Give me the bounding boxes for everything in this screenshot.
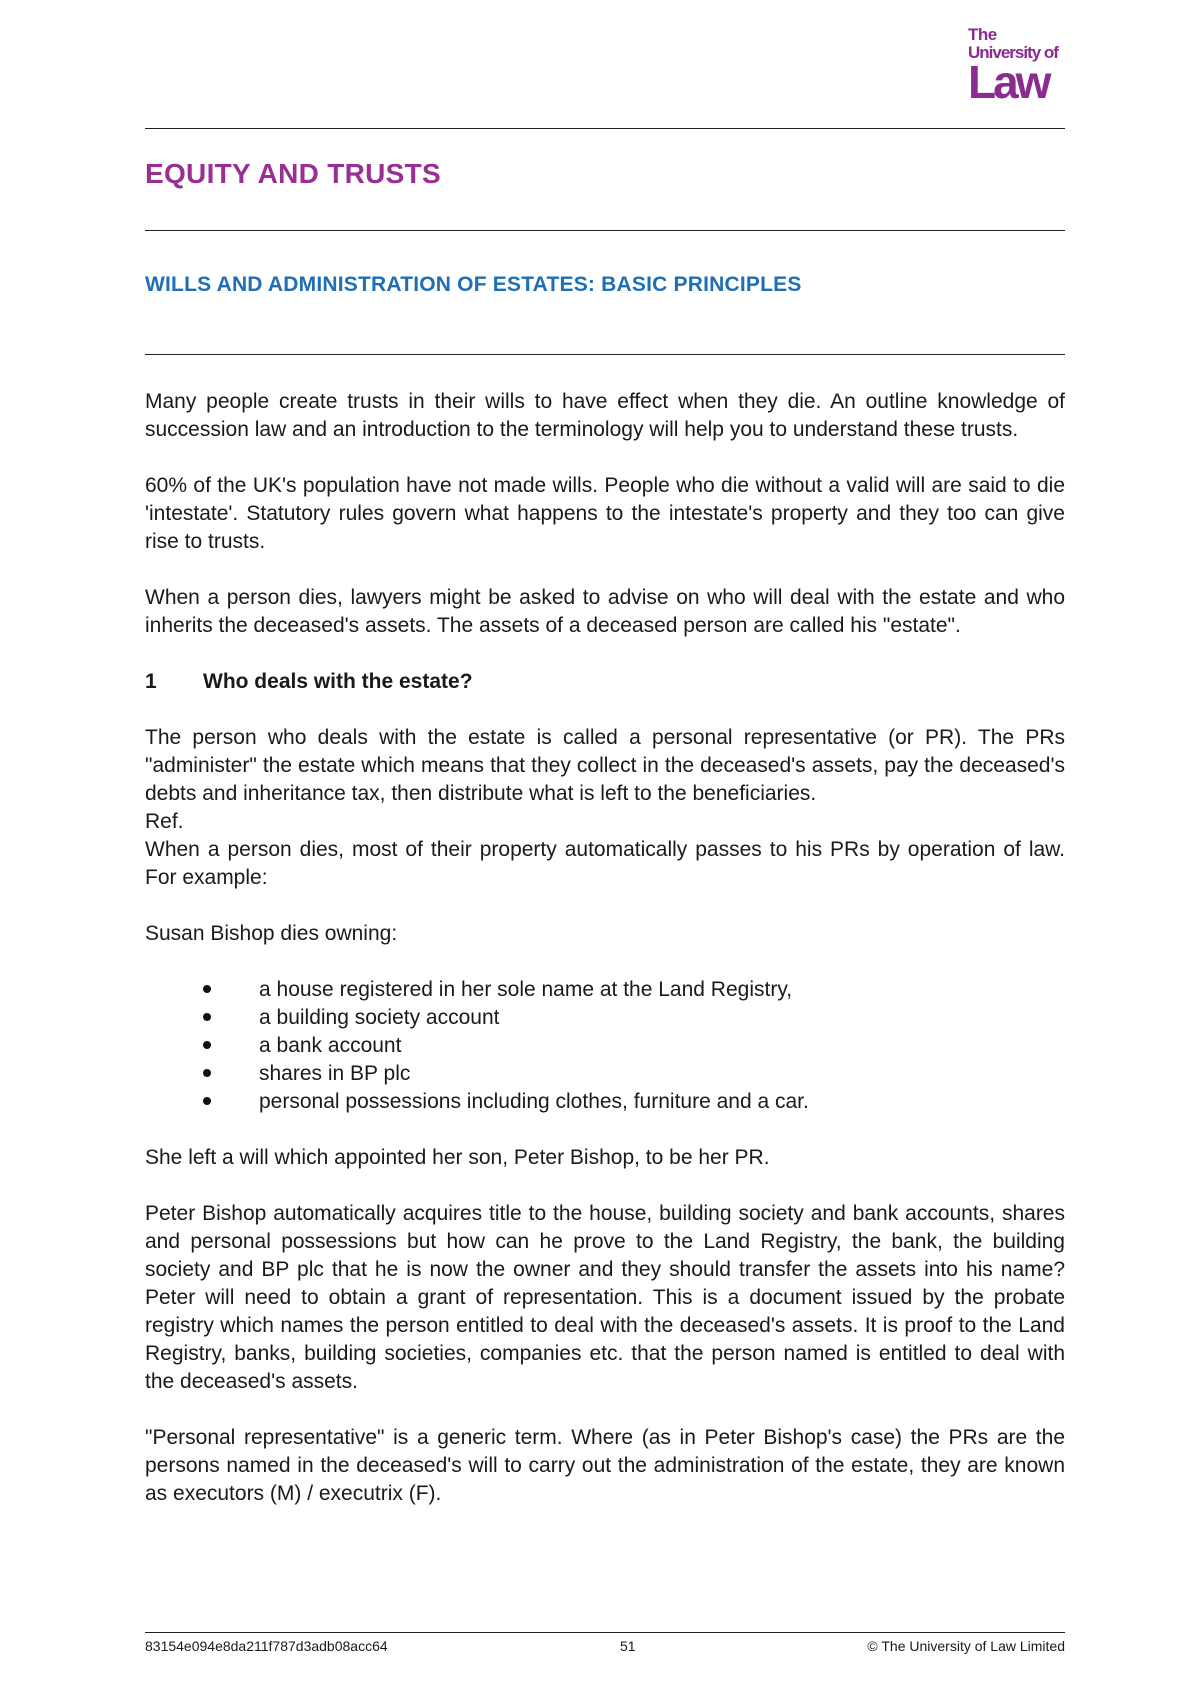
logo-line-2: University of bbox=[968, 43, 1058, 62]
paragraph-intestate: 60% of the UK's population have not made wills. People who die without a valid will are said to die 'intestate'. Statutory rules govern what happens to the intestate's property and they too can give rise to trusts. bbox=[145, 474, 1065, 553]
list-item-text: a house registered in her sole name at the Land Registry, bbox=[259, 978, 793, 1001]
bullet-icon bbox=[203, 1097, 211, 1105]
list-item bbox=[145, 976, 1065, 1004]
footer-rule bbox=[145, 1632, 1065, 1633]
header-rule-top bbox=[145, 128, 1065, 129]
university-of-law-logo bbox=[968, 25, 1068, 108]
section-number: 1 bbox=[145, 670, 157, 693]
list-item bbox=[145, 1004, 1065, 1032]
section-heading bbox=[145, 668, 1065, 696]
document-page bbox=[145, 0, 1065, 1696]
copyright-notice: © The University of Law Limited bbox=[867, 1638, 1065, 1654]
header-rule-middle bbox=[145, 230, 1065, 231]
page-title: EQUITY AND TRUSTS bbox=[145, 158, 442, 189]
asset-list bbox=[145, 976, 1065, 1116]
bullet-icon bbox=[203, 1069, 211, 1077]
paragraph-intro: Many people create trusts in their wills to have effect when they die. An outline knowledge of succession law and an introduction to the terminology will help you to understand these trusts. bbox=[145, 390, 1065, 441]
list-item-text: a bank account bbox=[259, 1034, 402, 1057]
list-item-text: personal possessions including clothes, furniture and a car. bbox=[259, 1090, 809, 1113]
paragraph-will: She left a will which appointed her son, Peter Bishop, to be her PR. bbox=[145, 1146, 770, 1169]
paragraph-executors: "Personal representative" is a generic term. Where (as in Peter Bishop's case) the PRs are the persons named in the deceased's will to carry out the administration of the estate, they are known as executors (M) / executrix (F). bbox=[145, 1426, 1065, 1505]
paragraph-example-intro: Susan Bishop dies owning: bbox=[145, 922, 398, 945]
document-id: 83154e094e8da211f787d3adb08acc64 bbox=[145, 1638, 388, 1654]
paragraph-grant-of-representation: Peter Bishop automatically acquires title to the house, building society and bank accounts, shares and personal possessions but how can he prove to the Land Registry, the bank, the building society and BP plc that he is now the owner and they should transfer the assets into his name? Peter will need to obtain a grant of representation. This is a document issued by the probate registry which names the person entitled to deal with the deceased's assets. It is proof to the Land Registry, banks, building societies, companies etc. that the person named is entitled to deal with the deceased's assets. bbox=[145, 1202, 1065, 1393]
bullet-icon bbox=[203, 985, 211, 993]
paragraph-operation-of-law: When a person dies, most of their property automatically passes to his PRs by operation of law. For example: bbox=[145, 838, 1065, 889]
list-item-text: a building society account bbox=[259, 1006, 500, 1029]
section-title: Who deals with the estate? bbox=[203, 670, 473, 693]
bullet-icon bbox=[203, 1041, 211, 1049]
list-item bbox=[145, 1088, 1065, 1116]
list-item-text: shares in BP plc bbox=[259, 1062, 411, 1085]
header-rule-bottom bbox=[145, 354, 1065, 355]
document-body bbox=[145, 388, 1065, 1508]
paragraph-personal-representative: The person who deals with the estate is called a personal representative (or PR). The PRs "administer" the estate which means that they collect in the deceased's assets, pay the deceased's debts and inheritance tax, then distribute what is left to the beneficiaries. bbox=[145, 726, 1065, 805]
list-item bbox=[145, 1032, 1065, 1060]
logo-line-3: Law bbox=[968, 56, 1049, 108]
page-subtitle: WILLS AND ADMINISTRATION OF ESTATES: BASIC PRINCIPLES bbox=[145, 273, 802, 296]
list-item bbox=[145, 1060, 1065, 1088]
reference-label: Ref. bbox=[145, 810, 184, 833]
page-number: 51 bbox=[620, 1638, 636, 1654]
bullet-icon bbox=[203, 1013, 211, 1021]
paragraph-estate: When a person dies, lawyers might be asked to advise on who will deal with the estate and who inherits the deceased's assets. The assets of a deceased person are called his "estate". bbox=[145, 586, 1065, 637]
logo-line-1: The bbox=[968, 25, 997, 44]
